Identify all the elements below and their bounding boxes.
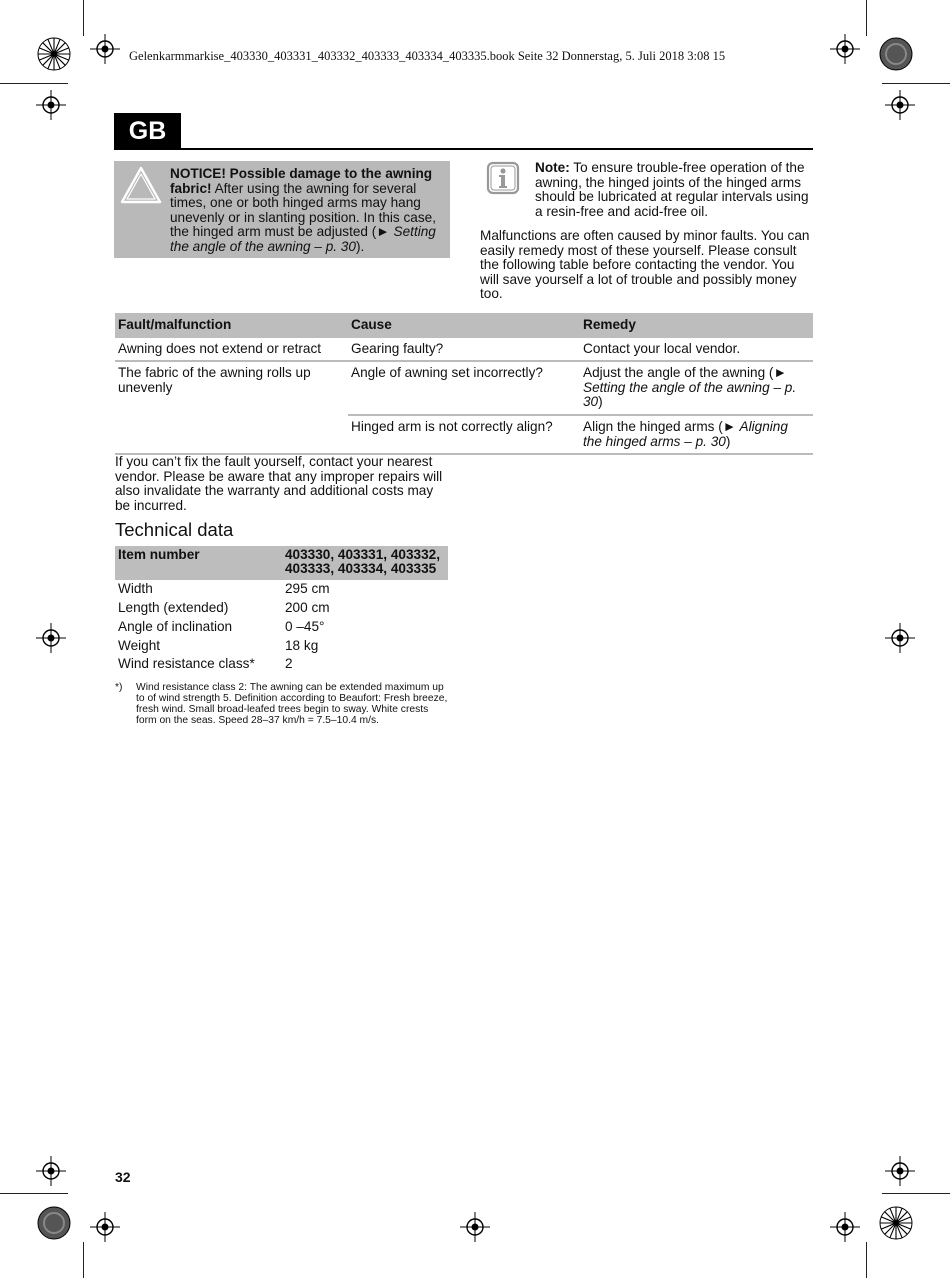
- remedy-cell: [580, 361, 813, 415]
- registration-mark-icon: [460, 1212, 490, 1242]
- remedy-cell: Contact your local vendor.: [583, 340, 741, 356]
- column-header: Remedy: [580, 313, 813, 338]
- table-header-row: [115, 313, 813, 338]
- registration-mark-icon: [36, 1156, 66, 1186]
- fault-cell: Awning does not extend or retract: [118, 340, 322, 356]
- table-row: [115, 580, 448, 599]
- remedy-reference: Setting the angle of the awning – p. 30: [583, 379, 797, 410]
- notice-title: NOTICE! Possible damage to the awning fabric!: [170, 166, 433, 196]
- remedy-text: Adjust the angle of the awning (: [583, 365, 774, 381]
- registration-mark-icon: [830, 34, 860, 64]
- spec-label: Angle of inclination: [118, 618, 233, 634]
- column-header: Cause: [348, 313, 580, 338]
- registration-mark-icon: [830, 1212, 860, 1242]
- notice-close: ).: [355, 238, 365, 254]
- table-row: [115, 637, 448, 656]
- spec-value: 2: [285, 656, 293, 672]
- section-rule: [114, 148, 813, 150]
- spec-label: Width: [118, 580, 153, 596]
- registration-mark-icon: [885, 90, 915, 120]
- spec-label: Wind resistance class*: [118, 656, 255, 672]
- fault-cell: The fabric of the awning rolls up unevenly: [115, 361, 348, 454]
- table-row: [115, 338, 813, 362]
- reference-arrow: ►: [773, 365, 787, 381]
- spec-value: 0 –45°: [285, 618, 325, 634]
- grey-circle-mark-icon: [879, 37, 913, 71]
- footnote-marker: *): [115, 682, 123, 693]
- notice-box: [114, 161, 450, 258]
- footnote-text: Wind resistance class 2: The awning can be extended maximum up to of wind strength 5. Definition according to Beaufort: Fresh breeze, fresh wind. Small broad-leafed trees begin to sway. White crests form on the seas. Speed 28–37 km/h = 7.5–10.4 m/s.: [136, 682, 448, 726]
- table-row: [115, 618, 448, 637]
- warning-triangle-icon: [120, 166, 162, 204]
- registration-mark-icon: [90, 34, 120, 64]
- notice-reference: Setting the angle of the awning – p. 30: [170, 224, 436, 254]
- registration-mark-icon: [885, 1156, 915, 1186]
- after-table-paragraph: If you can’t fix the fault yourself, contact your nearest vendor. Please be aware that any improper repairs will also invalidate the warranty and additional costs may be incurred.: [115, 454, 443, 513]
- starburst-mark-icon: [37, 37, 71, 71]
- note-label: Note:: [535, 160, 570, 175]
- notice-body: After using the awning for several times, one or both hinged arms may hang unevenly or in slanting position. In this case, the hinged arm must be adjusted (: [170, 180, 436, 240]
- starburst-mark-icon: [879, 1206, 913, 1240]
- page-number: 32: [115, 1169, 131, 1185]
- table-row: [115, 655, 448, 674]
- table-row: [115, 599, 448, 618]
- registration-mark-icon: [90, 1212, 120, 1242]
- remedy-close: ): [725, 433, 731, 449]
- technical-data-heading: Technical data: [115, 519, 234, 540]
- reference-arrow: ►: [722, 418, 737, 434]
- language-badge: GB: [114, 113, 181, 149]
- note-body: To ensure trouble-free operation of the awning, the hinged joints of the hinged arms should be lubricated at regular intervals using a resin-free and acid-free oil.: [535, 160, 809, 219]
- intro-paragraph: Malfunctions are often caused by minor faults. You can easily remedy most of these yourself. Please consult the following table before contacting the vendor. You will save yourself a lot of trouble and possibly money too.: [480, 228, 810, 302]
- spec-label: Length (extended): [118, 599, 229, 615]
- spec-value: 18 kg: [285, 637, 319, 653]
- remedy-close: ): [598, 394, 603, 410]
- item-number-value: 403330, 403331, 403332, 403333, 403334, 403335: [282, 546, 448, 580]
- remedy-cell: [580, 415, 813, 454]
- item-number-label: Item number: [115, 546, 282, 580]
- note-text: [535, 161, 810, 219]
- spec-value: 200 cm: [285, 599, 330, 615]
- spec-value: 295 cm: [285, 580, 330, 596]
- cause-cell: Gearing faulty?: [351, 340, 444, 356]
- cause-cell: Angle of awning set incorrectly?: [348, 361, 580, 415]
- notice-text: [170, 167, 446, 255]
- registration-mark-icon: [36, 90, 66, 120]
- table-row: [115, 361, 813, 415]
- column-header: Fault/malfunction: [115, 313, 348, 338]
- fault-table: [115, 313, 813, 455]
- info-icon: [486, 161, 520, 195]
- table-header-row: [115, 546, 448, 580]
- reference-arrow: ►: [376, 224, 390, 240]
- registration-mark-icon: [36, 623, 66, 653]
- technical-data-table: [115, 546, 448, 674]
- registration-mark-icon: [885, 623, 915, 653]
- spec-label: Weight: [118, 637, 161, 653]
- grey-circle-mark-icon: [37, 1206, 71, 1240]
- remedy-reference: Aligning the hinged arms – p. 30: [583, 418, 788, 449]
- remedy-text: Align the hinged arms (: [583, 418, 723, 434]
- cause-cell: Hinged arm is not correctly align?: [351, 418, 553, 434]
- file-header-line: Gelenkarmmarkise_403330_403331_403332_403333_403334_403335.book Seite 32 Donnerstag, 5. Juli 2018 3:08 15: [129, 49, 726, 63]
